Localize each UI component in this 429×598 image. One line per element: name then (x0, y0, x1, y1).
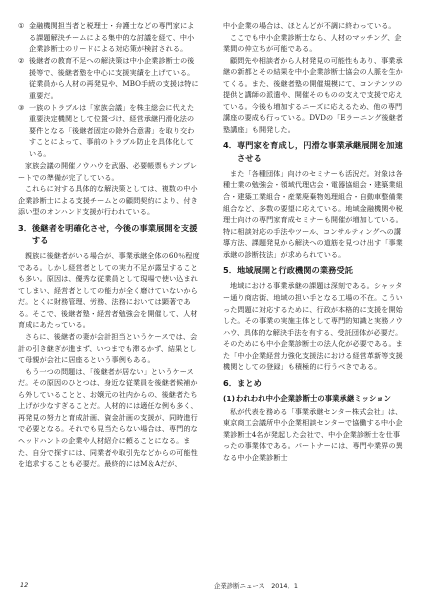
section-title: 専門家を育成し，円滑な事業承継展開を加速させる (237, 140, 403, 163)
paragraph: 顧問先や相談者から人材発見の可能性もあり、事業承継の新都とその結果を中小企業診断士協会の人脈を生かてくる。また、後継者塾の開催規模にて、コンテンツの提供と講師の派遣や、開催そのものの支えで支援で応えている。今後も増加するニーズに応えるため、他の専門講座の要成も行っている。DVDの「Eラーニング後継者塾講座」も開発した。 (223, 55, 404, 134)
paragraph: 家族会議の開催ノウハウを武器、必要帳票もテンプレートでの準備が完了している。 (18, 161, 198, 182)
list-number: ② (18, 56, 25, 66)
subsection-title: われわれ中小企業診断士の事業承継ミッション (236, 394, 392, 404)
section-number: 5． (223, 265, 238, 276)
section-title: まとめ (237, 377, 262, 388)
left-column (18, 20, 200, 470)
paragraph: ここでも中小企業診断士なら、人材のマッチング、企業間の仲立ちが可能である。 (223, 32, 402, 54)
section-number: 4． (223, 140, 238, 151)
right-column (223, 20, 405, 463)
section-title: 地域展開と行政機関の業務受託 (237, 265, 354, 276)
section-number: 6． (223, 377, 238, 388)
list-item (18, 102, 200, 160)
subsection-number: (1) (223, 394, 236, 404)
list-text: 後継者の教育不足への解決策は中小企業診断士の後援等で、後継者塾を中心に支援実績を上げている。従業員から人材の再発見や、MBO手続の支援は特に重要だ。 (29, 56, 199, 100)
section-heading-3 (18, 222, 200, 246)
paragraph: 私が代表を務める「事業承継センター株式会社」は、東京商工会議所中小企業相談センターで協働する中小企業診断士4名が発起した会社で、中小企業診断士を仕事ったの事業体である。パートナーには、専門や業界の異なる中小企業診断士 (223, 406, 403, 462)
section-heading-4 (223, 139, 405, 163)
paragraph: 地域における事業承継の課題は深刻である。シャッター通り商店街、地域の担い手となる工場の不在。こういった問題に対応するために、行政が本格的に支援を開始した。その事業の実施主体として専門的知識と実務ノウハウ、具体的な解決手法を有する、受託団体が必要だ。そのためにも中小企業診断士の法人化が必要である。また「中小企業経営力強化支援法における経営革新等支援機関としての登録」も積極的に行うべきである。 (223, 281, 403, 372)
section-heading-6 (223, 377, 405, 389)
section-heading-5 (223, 264, 405, 276)
page-number: 12 (20, 581, 29, 589)
list-item (18, 20, 200, 55)
list-number: ③ (18, 102, 25, 112)
list-text: 金融機関担当者と税理士・弁護士などの専門家による課題解決チームによる集中的な討議を経て、中小企業診断士のリードによる対応策が検討される。 (29, 21, 195, 54)
list-item (18, 55, 200, 101)
paragraph: 中小企業の場合は、ほとんどが不調に終わっている。 (223, 21, 396, 30)
publication-name: 企業診断ニュース 2014．1 (214, 582, 298, 590)
subsection-heading (223, 393, 405, 405)
section-title: 後継者を明確化させ，今後の事業展開を支援する (32, 222, 198, 245)
paragraph: 親族に後継者がいる場合が、事業承継全体の60％程度である。しかし経営者としての実力不足が露呈することも多い。原因は、優秀な従業員として現場で使い込まれてしまい、経営者としての能力が全く磨けていないからだ。とくに財務管理、労務、法務においては顕著である。そこで、後継者塾・経営者勉強会を開催して、人材育成にあたっている。 (18, 251, 200, 330)
list-text: 一族のトラブルは「家族会議」を株主総会に代えた重要決定機関として位置づけ、経営承継円滑化法の要件となる「後継者固定の除外合意書」を取り交わすことによって、事前のトラブル防止を具体化している。 (29, 102, 195, 159)
paragraph: もう一つの問題は、「後継者が居ない」というケースだ。その原因のひとつは、身近な従業員を後継者候補から外していることと、お嬢元の社内からの、後継者たち上げが少なすぎることだ。人材的には適任な例も多く、再発見の努力と育成計画、資金計画の支援が、同時進行で必要となる。それでも見当たらない場合は、専門的なヘッドハントの企業や人材紹介に頼ることになる。また、自分で探すには、同業者や取引先などからの可能性を追求することも必要だ。最終的にはM＆Aだが、 (18, 366, 198, 469)
paragraph: さらに、後継者の妻が会計担当というケースでは、会計の引き継ぎが進まず、いつまでも滞るかず、結果として母親が会社に居座るという事例もある。 (18, 332, 198, 365)
paragraph: これらに対する具体的な解決策としては、複数の中小企業診断士による支援チームとの顧問契約により、付き添い型のオンハンド支援が行われている。 (18, 184, 198, 217)
section-number: 3． (18, 222, 33, 233)
paragraph: また「各種団体」向けのセミナーも活況だ。対象は各種士業の勉強会・領域代理店会・電器協組会・建築業組合・建築工業組合・産業廃棄物処理組合・自動車整備業組合など、多数の要望に応えている。地域金融機関や税理士向けの専門家育成セミナーも開催が増加している。特に相談対応の手法やツール、コンサルティングへの講導方法、課題発見から解決への道筋を見つけ出す「事業承継の診断技法」が求められている。 (223, 168, 403, 259)
list-number: ① (18, 21, 25, 30)
